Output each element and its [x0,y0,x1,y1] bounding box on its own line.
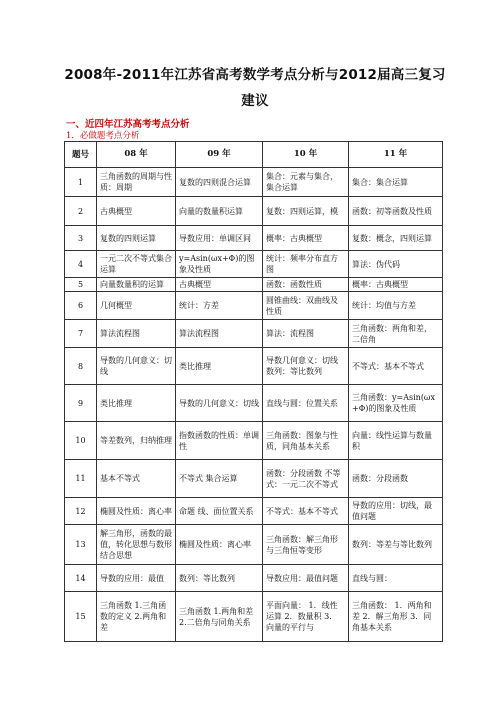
cell-2010: 导数几何意义：切线 数列：等比数列 [263,348,349,385]
cell-2009: 不等式 集合运算 [176,460,263,498]
cell-2010: 集合：元素与集合，集合运算 [263,168,349,197]
table-row [65,348,443,385]
cell-2011: 直线与圆： [349,565,443,592]
table-row [65,168,443,197]
table-row [65,278,443,292]
cell-2009: 古典概型 [176,278,263,292]
cell-2009: 三角函数 1.两角和差 2.二倍角与同角关系 [176,592,263,642]
row-number: 6 [65,292,97,320]
header-2011: 11 年 [349,142,443,168]
row-number: 13 [65,525,97,565]
cell-2010: 导数应用：最值问题 [263,565,349,592]
row-number: 9 [65,385,97,422]
cell-2010: 平面向量： 1．线性运算 2．数量积 3．向量的平行与 [263,592,349,642]
cell-2008: 算法流程图 [97,320,176,348]
cell-2010: 复数：四则运算，模 [263,197,349,226]
cell-2009: 统计：方差 [176,292,263,320]
row-number: 4 [65,251,97,278]
row-number: 15 [65,592,97,642]
cell-2010: 算法：流程图 [263,320,349,348]
cell-2011: 复数：概念，四则运算 [349,226,443,251]
cell-2011: 三角函数：y=Asin(ωx+Φ)的图象及性质 [349,385,443,422]
cell-2011: 导数的应用：切线，最值问题 [349,498,443,525]
cell-2008: 解三角形，函数的最值，转化思想与数形结合思想 [97,525,176,565]
cell-2011: 向量：线性运算与数量积 [349,422,443,460]
cell-2009: 椭圆及性质：离心率 [176,525,263,565]
cell-2010: 函数：函数性质 [263,278,349,292]
cell-2010: 统计：频率分布直方图 [263,251,349,278]
row-number: 8 [65,348,97,385]
cell-2008: 几何概型 [97,292,176,320]
cell-2010: 三角函数：图象与性质，同角基本关系 [263,422,349,460]
subsection-heading: 1．必做题考点分析 [66,131,140,141]
table-row [65,525,443,565]
cell-2009: 导数应用：单调区间 [176,226,263,251]
cell-2011: 函数：初等函数及性质 [349,197,443,226]
cell-2008: 一元二次不等式集合运算 [97,251,176,278]
section-heading: 一、近四年江苏高考考点分析 [66,119,190,130]
table-row [65,320,443,348]
table-row [65,292,443,320]
cell-2011: 三角函数：两角和差，二倍角 [349,320,443,348]
cell-2008: 基本不等式 [97,460,176,498]
cell-2010: 圆锥曲线：双曲线及性质 [263,292,349,320]
cell-2008: 导数的应用：最值 [97,565,176,592]
cell-2011: 函数：分段函数 [349,460,443,498]
cell-2009: y=Asin(ωx+Φ)的图象及性质 [176,251,263,278]
cell-2011: 不等式：基本不等式 [349,348,443,385]
cell-2011: 概率：古典概型 [349,278,443,292]
cell-2011: 算法：伪代码 [349,251,443,278]
header-2009: 09 年 [176,142,263,168]
table-row [65,460,443,498]
cell-2009: 指数函数的性质：单调性 [176,422,263,460]
table-row [65,422,443,460]
table-row [65,385,443,422]
cell-2010: 函数：分段函数 不等式：一元二次不等式 [263,460,349,498]
cell-2009: 导数的几何意义：切线 [176,385,263,422]
cell-2008: 复数的四则运算 [97,226,176,251]
row-number: 14 [65,565,97,592]
cell-2008: 类比推理 [97,385,176,422]
header-2010: 10 年 [263,142,349,168]
cell-2009: 命题 线、面位置关系 [176,498,263,525]
cell-2011: 集合：集合运算 [349,168,443,197]
table-row [65,197,443,226]
cell-2008: 向量数量积的运算 [97,278,176,292]
row-number: 12 [65,498,97,525]
cell-2009: 算法流程图 [176,320,263,348]
cell-2008: 古典概型 [97,197,176,226]
header-number: 题号 [65,142,97,168]
cell-2009: 类比推理 [176,348,263,385]
cell-2008: 三角函数的周期与性质：周期 [97,168,176,197]
cell-2008: 椭圆及性质：离心率 [97,498,176,525]
table-row [65,565,443,592]
cell-2008: 导数的几何意义：切线 [97,348,176,385]
cell-2008: 等差数列，归纳推理 [97,422,176,460]
cell-2009: 数列：等比数列 [176,565,263,592]
cell-2010: 概率：古典概型 [263,226,349,251]
table-header-row [65,142,443,168]
row-number: 2 [65,197,97,226]
cell-2010: 不等式：基本不等式 [263,498,349,525]
row-number: 5 [65,278,97,292]
table-row [65,592,443,642]
table-row [65,226,443,251]
row-number: 1 [65,168,97,197]
cell-2010: 三角函数：解三角形与三角恒等变形 [263,525,349,565]
row-number: 11 [65,460,97,498]
exam-topic-table [64,141,443,642]
table-row [65,498,443,525]
row-number: 7 [65,320,97,348]
row-number: 3 [65,226,97,251]
cell-2008: 三角函数 1.三角函数的定义 2.两角和差 [97,592,176,642]
cell-2011: 统计：均值与方差 [349,292,443,320]
cell-2011: 三角函数： 1．两角和差 2．解三角形 3．同角基本关系 [349,592,443,642]
header-2008: 08 年 [97,142,176,168]
document-title: 2008年-2011年江苏省高考数学考点分析与2012届高三复习建议 [64,67,446,109]
cell-2010: 直线与圆：位置关系 [263,385,349,422]
row-number: 10 [65,422,97,460]
table-row [65,251,443,278]
cell-2009: 向量的数量积运算 [176,197,263,226]
cell-2009: 复数的四则混合运算 [176,168,263,197]
cell-2011: 数列：等差与等比数列 [349,525,443,565]
